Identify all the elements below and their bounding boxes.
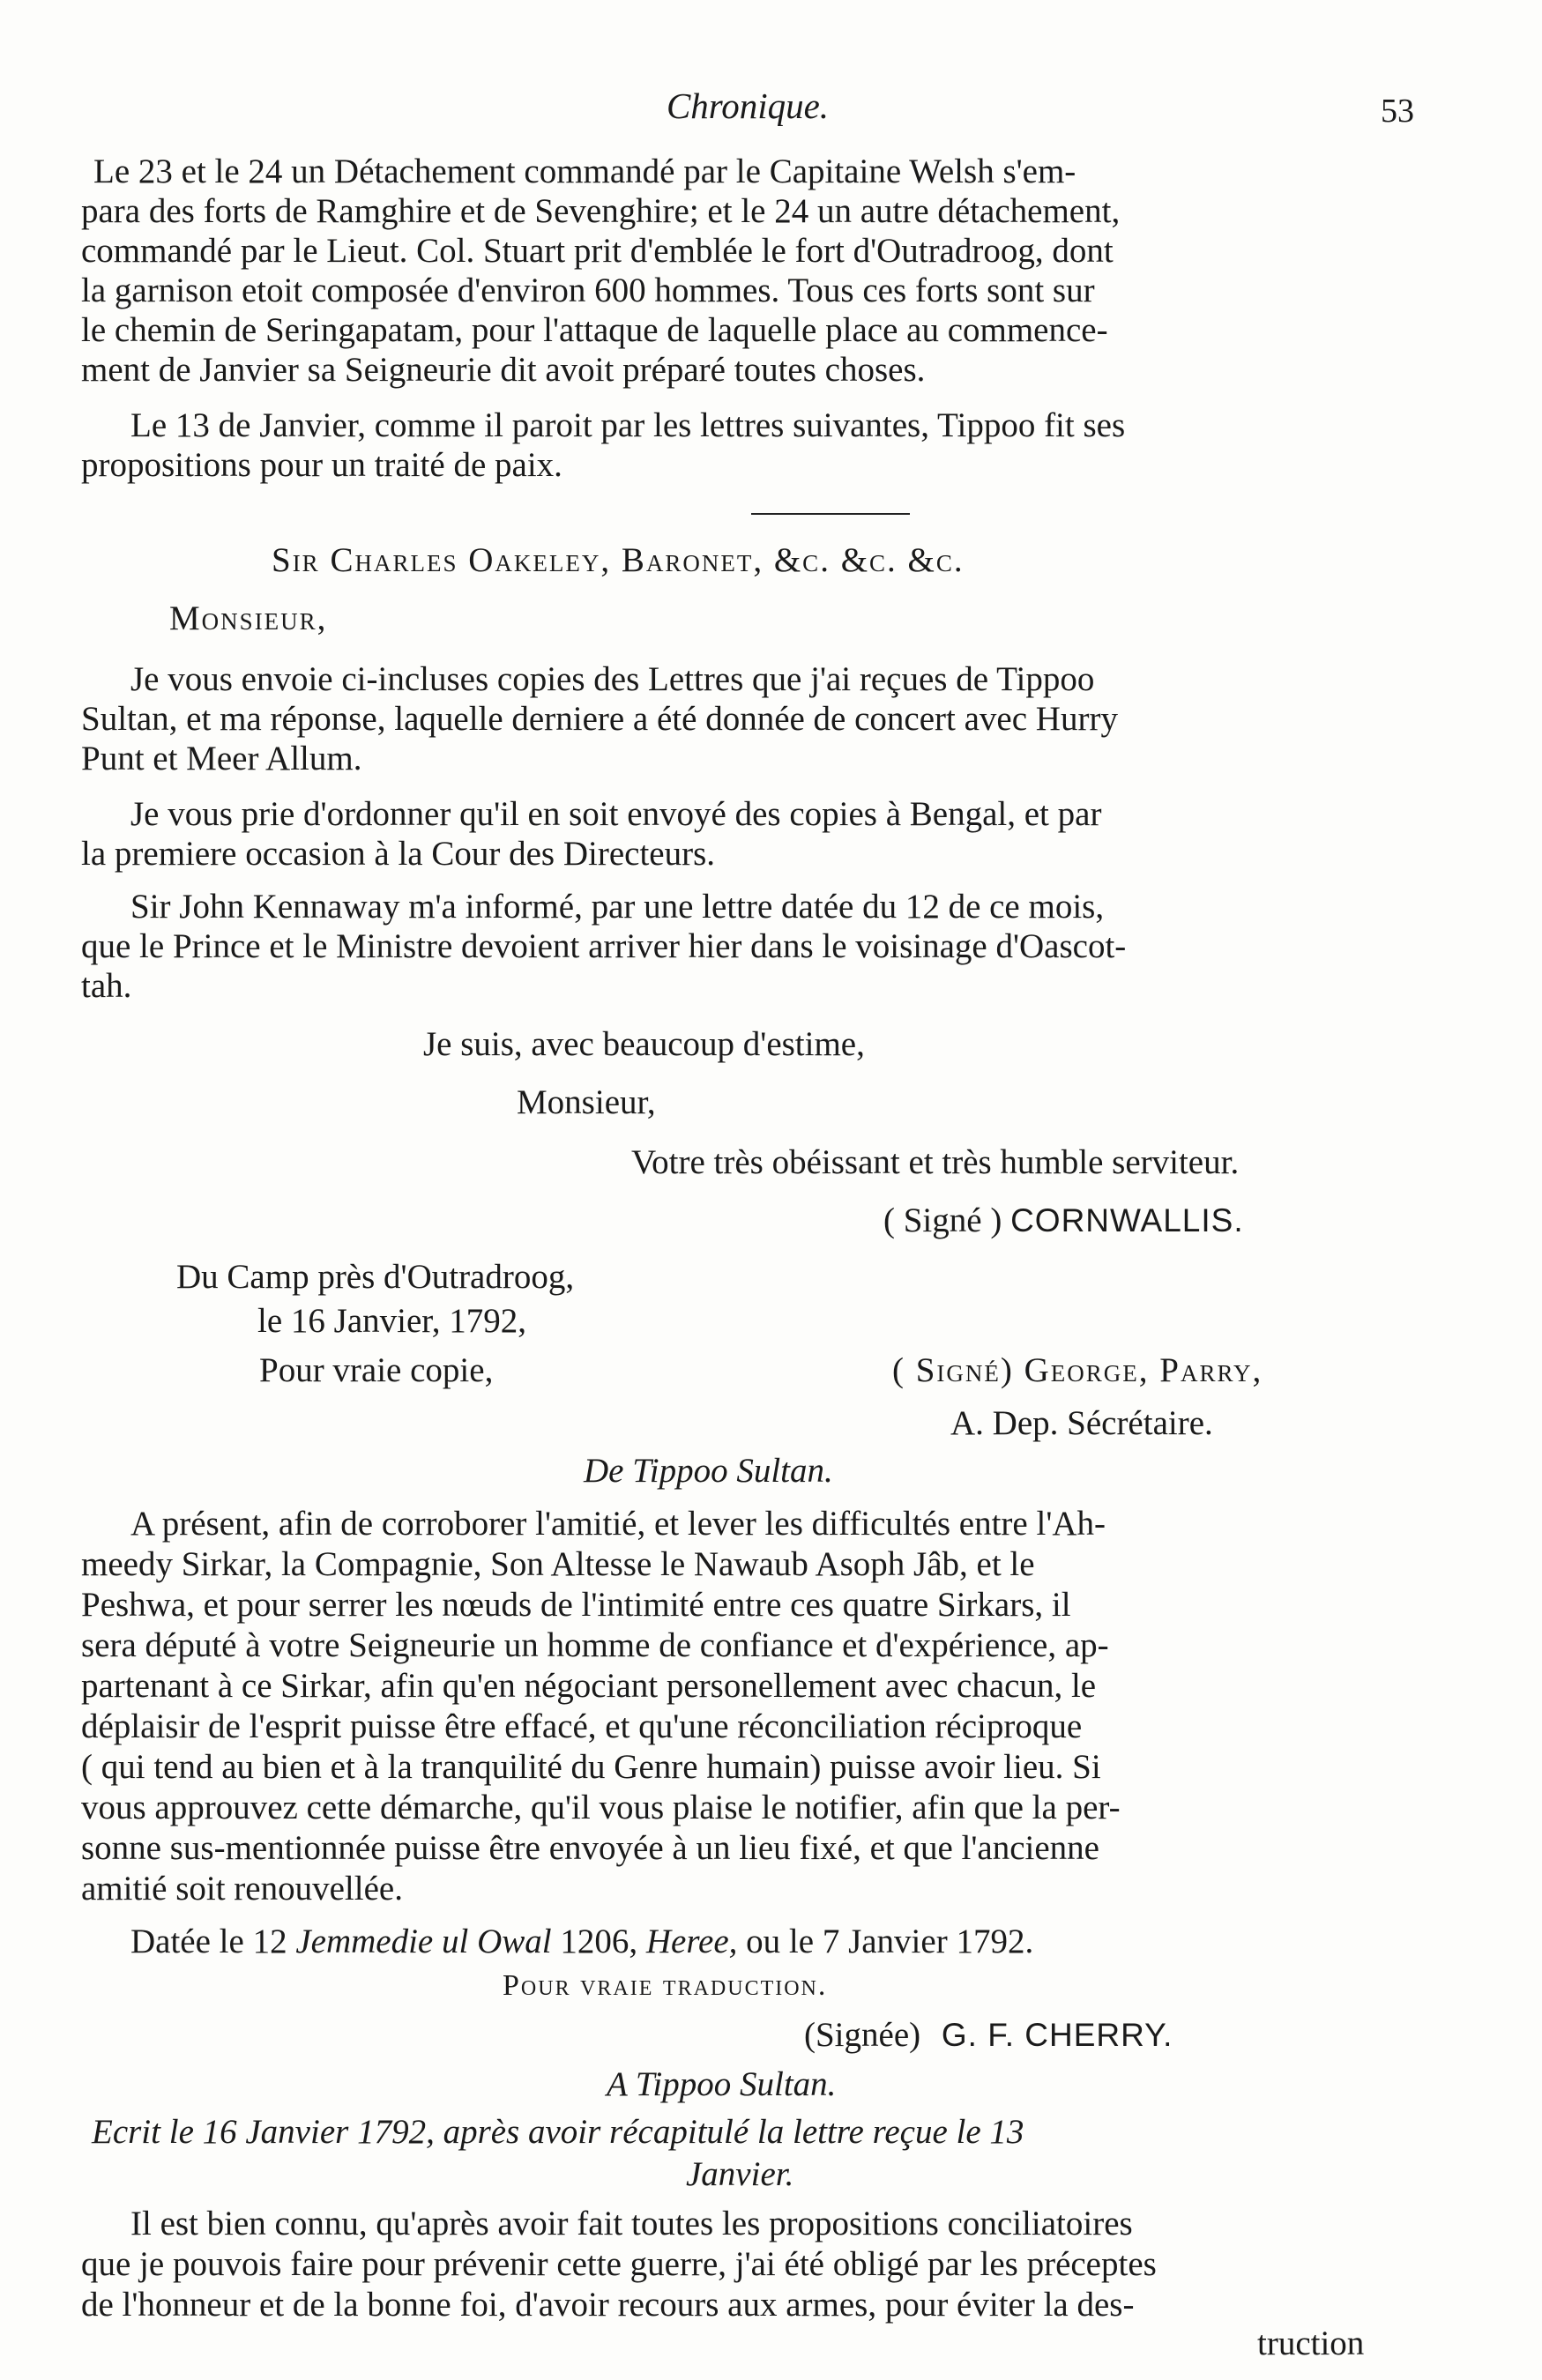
text-line: propositions pour un traité de paix. [81, 446, 562, 484]
translation-line: Pour vraie traduction. [503, 1969, 828, 2002]
document-page [81, 85, 1414, 2362]
closing-line: Votre très obéissant et très humble serviteur. [631, 1143, 1240, 1181]
signed-prefix: (Signée) [804, 2016, 921, 2054]
dated-suffix: ou le 7 Janvier 1792. [746, 1923, 1034, 1960]
signer-title: A. Dep. Sécrétaire. [950, 1404, 1213, 1442]
text-line: ment de Janvier sa Seigneurie dit avoit préparé toutes choses. [81, 351, 926, 389]
text-line: Sir John Kennaway m'a informé, par une lettre datée du 12 de ce mois, [130, 888, 1105, 926]
text-line: la garnison etoit composée d'environ 600 hommes. Tous ces forts sont sur [81, 271, 1095, 309]
text-line: partenant à ce Sirkar, afin qu'en négociant personellement avec chacun, le [81, 1667, 1097, 1705]
letter-heading: Sir Charles Oakeley, Baronet, &c. &c. &c. [272, 541, 965, 579]
text-line: sonne sus-mentionnée puisse être envoyée à un lieu fixé, et que l'ancienne [81, 1829, 1099, 1867]
text-line: Je vous envoie ci-incluses copies des Lettres que j'ai reçues de Tippoo [130, 660, 1095, 698]
dated-year: 1206, [560, 1923, 638, 1960]
dated-line [130, 1922, 1033, 1962]
catchword: truction [1257, 2324, 1365, 2362]
text-line: sera député à votre Seigneurie un homme de confiance et d'expérience, ap- [81, 1626, 1109, 1664]
page-number: 53 [1381, 93, 1414, 130]
text-line: de l'honneur et de la bonne foi, d'avoir recours aux armes, pour éviter la des- [81, 2286, 1135, 2324]
text-line: déplaisir de l'esprit puisse être effacé, et qu'une réconciliation réciproque [81, 1707, 1083, 1745]
text-line: Le 13 de Janvier, comme il paroit par les lettres suivantes, Tippoo fit ses [130, 406, 1126, 444]
closing-line: Monsieur, [517, 1083, 656, 1121]
text-line: tah. [81, 967, 132, 1005]
running-title: Chronique. [666, 86, 830, 126]
letter-heading: A Tippoo Sultan. [607, 2065, 837, 2103]
signed-prefix: ( Signé ) [883, 1201, 1002, 1239]
written-line: Ecrit le 16 Janvier 1792, après avoir récapitulé la lettre reçue le 13 [92, 2113, 1024, 2151]
signature-line: ( Signé) George, Parry, [892, 1351, 1263, 1389]
text-line: Je vous prie d'ordonner qu'il en soit envoyé des copies à Bengal, et par [130, 795, 1102, 833]
signature-line [804, 2015, 1173, 2056]
text-line: Punt et Meer Allum. [81, 740, 362, 777]
text-line: vous approuvez cette démarche, qu'il vous plaise le notifier, afin que la per- [81, 1789, 1121, 1826]
text-line: para des forts de Ramghire et de Sevenghire; et le 24 un autre détachement, [81, 192, 1121, 230]
text-line: meedy Sirkar, la Compagnie, Son Altesse le Nawaub Asoph Jâb, et le [81, 1545, 1035, 1583]
signer-name: CORNWALLIS. [1010, 1202, 1244, 1238]
written-line: Janvier. [686, 2155, 794, 2193]
text-line: amitié soit renouvellée. [81, 1870, 403, 1908]
salutation: Monsieur, [169, 599, 328, 637]
date-line: le 16 Janvier, 1792, [257, 1302, 526, 1340]
true-copy-line: Pour vraie copie, [259, 1351, 494, 1389]
signer-name: G. F. CHERRY. [941, 2017, 1173, 2053]
text-line: commandé par le Lieut. Col. Stuart prit d'emblée le fort d'Outradroog, dont [81, 232, 1114, 270]
text-line: la premiere occasion à la Cour des Directeurs. [81, 835, 716, 873]
place-line: Du Camp près d'Outradroog, [176, 1258, 575, 1296]
section-rule [751, 513, 910, 515]
dated-month: Jemmedie ul Owal [295, 1923, 552, 1960]
text-line: Le 23 et le 24 un Détachement commandé par le Capitaine Welsh s'em- [93, 152, 1076, 190]
dated-era: Heree, [645, 1923, 738, 1960]
text-line: ( qui tend au bien et à la tranquilité du Genre humain) puisse avoir lieu. Si [81, 1748, 1101, 1786]
dated-prefix: Datée le 12 [130, 1923, 287, 1960]
text-line: que je pouvois faire pour prévenir cette guerre, j'ai été obligé par les préceptes [81, 2245, 1157, 2283]
signature-line [883, 1201, 1244, 1241]
closing-line: Je suis, avec beaucoup d'estime, [423, 1025, 865, 1063]
text-line: le chemin de Seringapatam, pour l'attaque de laquelle place au commence- [81, 311, 1108, 349]
text-line: A présent, afin de corroborer l'amitié, et lever les difficultés entre l'Ah- [130, 1505, 1106, 1543]
text-line: Il est bien connu, qu'après avoir fait toutes les propositions conciliatoires [130, 2205, 1133, 2242]
text-line: Sultan, et ma réponse, laquelle derniere a été donnée de concert avec Hurry [81, 700, 1118, 738]
letter-heading: De Tippoo Sultan. [584, 1452, 833, 1490]
text-line: Peshwa, et pour serrer les nœuds de l'intimité entre ces quatre Sirkars, il [81, 1586, 1071, 1624]
text-line: que le Prince et le Ministre devoient arriver hier dans le voisinage d'Oascot- [81, 927, 1127, 965]
